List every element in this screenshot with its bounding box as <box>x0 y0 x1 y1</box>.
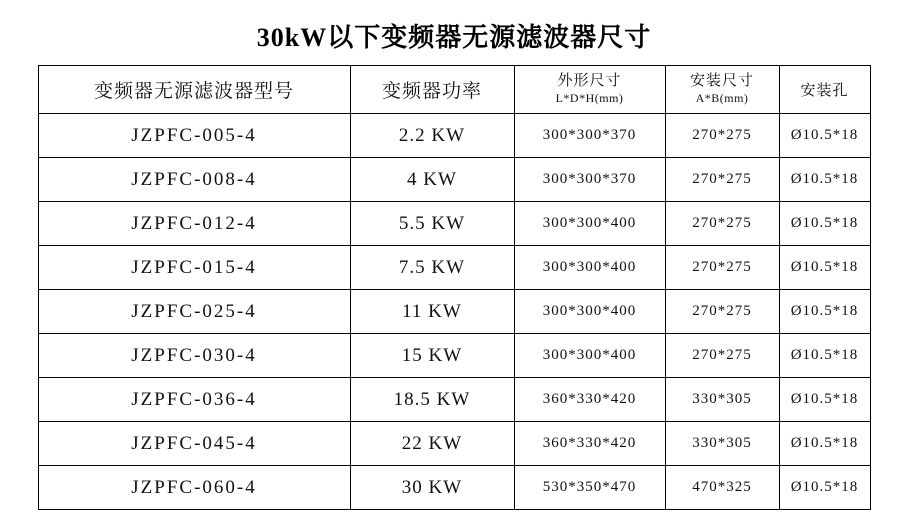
page-title: 30kW以下变频器无源滤波器尺寸 <box>256 23 652 52</box>
cell-mount-size: 270*275 <box>665 246 779 290</box>
cell-outer-size: 530*350*470 <box>514 466 665 510</box>
cell-mount-hole: Ø10.5*18 <box>779 246 870 290</box>
table-row <box>38 114 870 158</box>
cell-power: 22 KW <box>350 422 514 466</box>
cell-model: JZPFC-060-4 <box>38 466 350 510</box>
cell-mount-size: 270*275 <box>665 114 779 158</box>
cell-power: 5.5 KW <box>350 202 514 246</box>
table-row <box>38 466 870 510</box>
cell-power: 30 KW <box>350 466 514 510</box>
cell-outer-size: 360*330*420 <box>514 422 665 466</box>
cell-outer-size: 300*300*400 <box>514 202 665 246</box>
cell-mount-size: 270*275 <box>665 290 779 334</box>
cell-model: JZPFC-008-4 <box>38 158 350 202</box>
header-mount-size <box>665 66 779 114</box>
cell-power: 15 KW <box>350 334 514 378</box>
cell-mount-hole: Ø10.5*18 <box>779 466 870 510</box>
cell-outer-size: 300*300*400 <box>514 246 665 290</box>
cell-model: JZPFC-036-4 <box>38 378 350 422</box>
cell-outer-size: 300*300*370 <box>514 158 665 202</box>
table-row <box>38 422 870 466</box>
table-row <box>38 158 870 202</box>
header-model: 变频器无源滤波器型号 <box>38 66 350 114</box>
table-header <box>38 66 870 114</box>
cell-power: 4 KW <box>350 158 514 202</box>
table-row <box>38 202 870 246</box>
table-row <box>38 378 870 422</box>
cell-mount-hole: Ø10.5*18 <box>779 378 870 422</box>
header-outer-size-unit: L*D*H(mm) <box>555 91 624 106</box>
cell-mount-hole: Ø10.5*18 <box>779 114 870 158</box>
header-mount-size-label: 安装尺寸 <box>689 72 754 89</box>
cell-mount-size: 330*305 <box>665 378 779 422</box>
cell-mount-size: 270*275 <box>665 334 779 378</box>
cell-outer-size: 300*300*400 <box>514 290 665 334</box>
cell-mount-hole: Ø10.5*18 <box>779 422 870 466</box>
cell-model: JZPFC-005-4 <box>38 114 350 158</box>
cell-power: 11 KW <box>350 290 514 334</box>
header-row <box>38 66 870 114</box>
cell-power: 2.2 KW <box>350 114 514 158</box>
cell-mount-size: 330*305 <box>665 422 779 466</box>
table-body <box>38 114 870 510</box>
cell-power: 7.5 KW <box>350 246 514 290</box>
header-mount-hole: 安装孔 <box>779 66 870 114</box>
cell-mount-size: 270*275 <box>665 158 779 202</box>
filter-size-table <box>38 65 871 510</box>
cell-outer-size: 360*330*420 <box>514 378 665 422</box>
cell-power: 18.5 KW <box>350 378 514 422</box>
header-outer-size-label: 外形尺寸 <box>557 72 622 89</box>
cell-model: JZPFC-015-4 <box>38 246 350 290</box>
cell-model: JZPFC-045-4 <box>38 422 350 466</box>
cell-model: JZPFC-012-4 <box>38 202 350 246</box>
table-row <box>38 246 870 290</box>
cell-model: JZPFC-030-4 <box>38 334 350 378</box>
cell-model: JZPFC-025-4 <box>38 290 350 334</box>
cell-outer-size: 300*300*400 <box>514 334 665 378</box>
cell-outer-size: 300*300*370 <box>514 114 665 158</box>
table-row <box>38 334 870 378</box>
cell-mount-size: 270*275 <box>665 202 779 246</box>
header-outer-size <box>514 66 665 114</box>
header-power: 变频器功率 <box>350 66 514 114</box>
table-row <box>38 290 870 334</box>
cell-mount-hole: Ø10.5*18 <box>779 334 870 378</box>
cell-mount-hole: Ø10.5*18 <box>779 290 870 334</box>
cell-mount-hole: Ø10.5*18 <box>779 202 870 246</box>
cell-mount-hole: Ø10.5*18 <box>779 158 870 202</box>
header-mount-size-unit: A*B(mm) <box>695 91 749 106</box>
cell-mount-size: 470*325 <box>665 466 779 510</box>
